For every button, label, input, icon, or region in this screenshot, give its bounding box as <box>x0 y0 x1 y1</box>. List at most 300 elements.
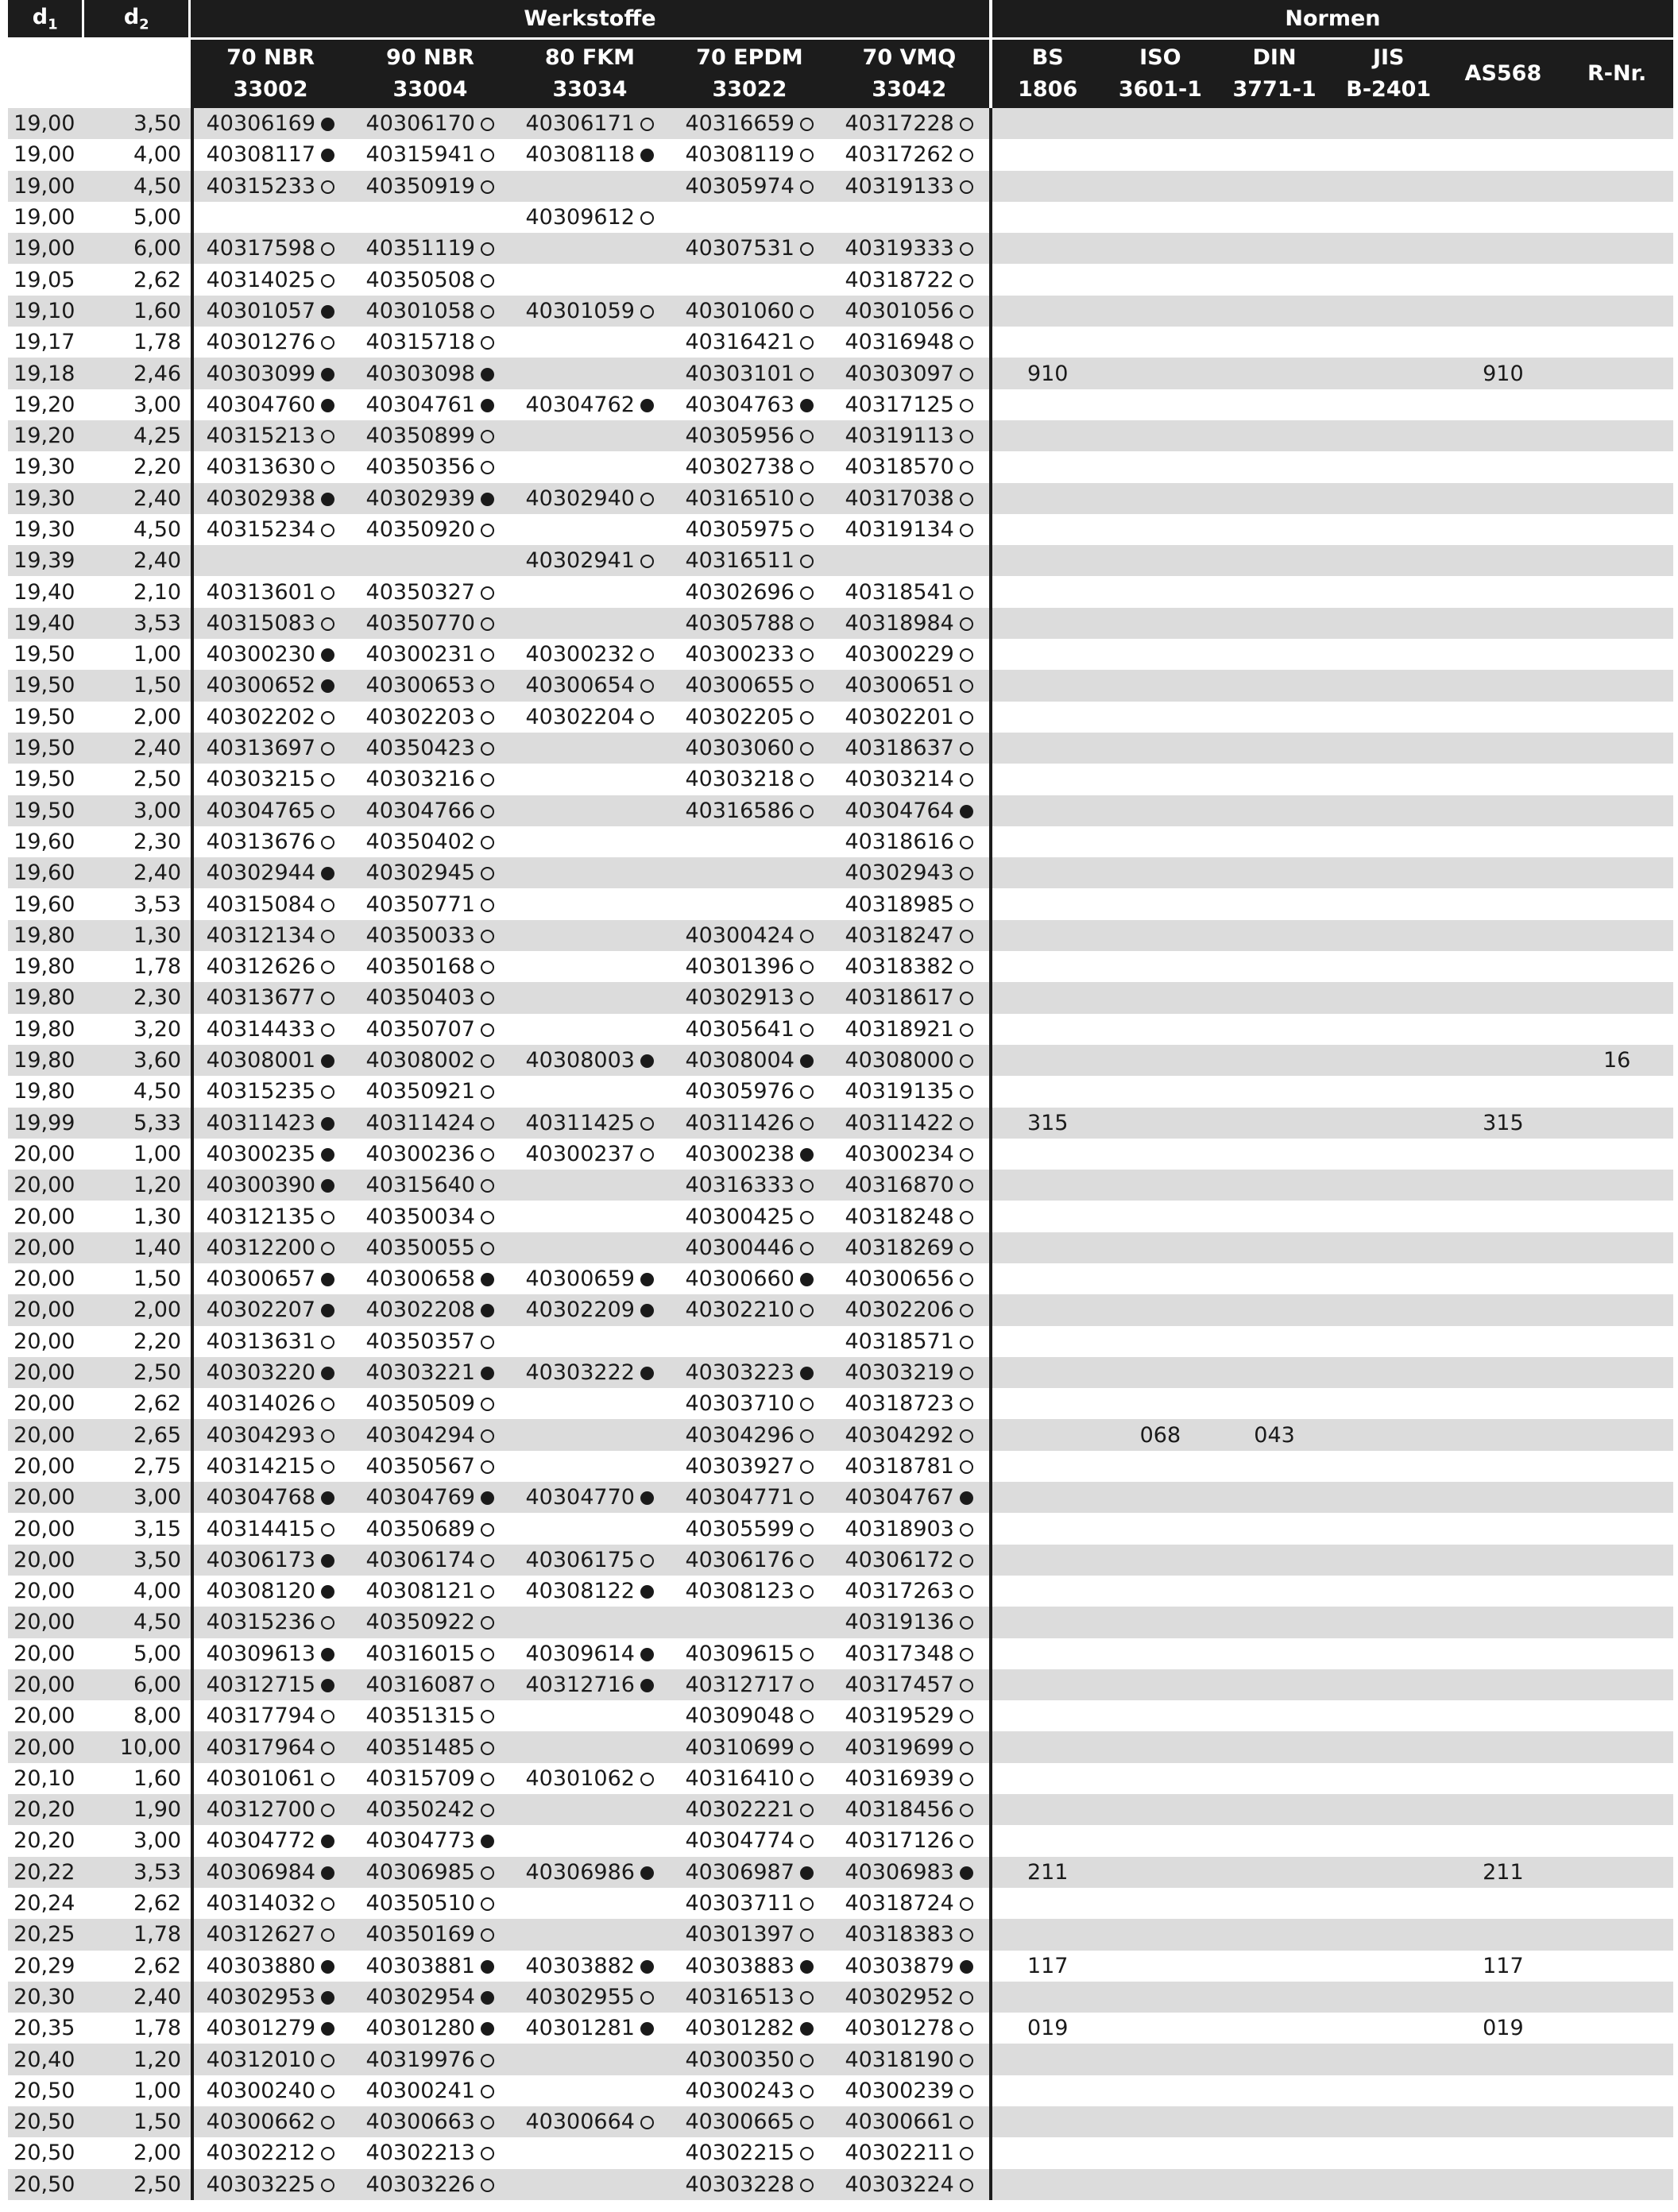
d1-cell: 20,40 <box>8 2044 84 2075</box>
open-dot-icon <box>800 617 814 631</box>
open-dot-icon <box>960 961 973 974</box>
open-dot-icon <box>321 1398 334 1411</box>
norm-cell <box>1446 1731 1561 1762</box>
material-cell <box>670 2075 829 2106</box>
filled-dot-icon <box>960 805 973 818</box>
material-cell <box>510 451 670 482</box>
article-number: 40314025 <box>206 267 316 292</box>
material-cell <box>350 2013 510 2044</box>
open-dot-icon <box>960 1398 973 1411</box>
material-cell <box>191 1794 350 1825</box>
article-number: 40315941 <box>365 142 475 168</box>
material-cell <box>510 1857 670 1888</box>
d2-cell: 2,50 <box>84 1357 191 1388</box>
norm-cell <box>1104 1731 1218 1762</box>
material-cell <box>191 888 350 919</box>
d2-cell: 1,50 <box>84 670 191 701</box>
article-number: 40304760 <box>206 392 316 417</box>
norm-cell <box>1217 764 1332 795</box>
d1-cell: 19,30 <box>8 451 84 482</box>
norm-cell <box>1560 1482 1673 1513</box>
open-dot-icon <box>481 742 494 756</box>
material-cell <box>829 1982 989 2013</box>
open-dot-icon <box>640 679 654 693</box>
norm-cell <box>1104 139 1218 170</box>
material-cell <box>670 1825 829 1856</box>
norm-cell <box>989 1794 1104 1825</box>
material-cell <box>670 389 829 420</box>
norm-cell <box>1446 483 1561 514</box>
d2-cell: 2,40 <box>84 545 191 576</box>
open-dot-icon <box>481 1211 494 1224</box>
table-row <box>8 1951 1673 1982</box>
norm-cell <box>1332 389 1446 420</box>
norm-cell <box>1560 1638 1673 1669</box>
material-cell <box>510 2169 670 2200</box>
filled-dot-icon <box>800 1866 814 1880</box>
open-dot-icon <box>800 555 814 568</box>
article-number: 40315640 <box>365 1173 475 1198</box>
table-row <box>8 795 1673 826</box>
norm-cell <box>1560 1919 1673 1950</box>
norm-cell <box>989 1607 1104 1638</box>
open-dot-icon <box>800 1742 814 1755</box>
article-number: 40300240 <box>206 2078 316 2103</box>
norm-cell <box>1332 1763 1446 1794</box>
material-cell <box>510 1232 670 1263</box>
norm-cell <box>989 2137 1104 2168</box>
article-number: 40300664 <box>525 2110 635 2135</box>
norm-cell <box>1560 1731 1673 1762</box>
open-dot-icon <box>960 1585 973 1599</box>
material-cell <box>829 1263 989 1294</box>
norm-cell <box>1104 857 1218 888</box>
norm-cell <box>1332 702 1446 733</box>
norm-cell <box>1104 1294 1218 1325</box>
norm-cell <box>1560 2013 1673 2044</box>
material-cell <box>191 2169 350 2200</box>
open-dot-icon <box>481 1710 494 1723</box>
table-row <box>8 2169 1673 2200</box>
open-dot-icon <box>321 836 334 849</box>
material-cell <box>350 733 510 764</box>
material-cell <box>829 1888 989 1919</box>
open-dot-icon <box>640 493 654 506</box>
open-dot-icon <box>321 336 334 350</box>
norm-cell <box>1104 483 1218 514</box>
norm-cell <box>989 826 1104 857</box>
table-row <box>8 951 1673 982</box>
material-cell <box>191 1825 350 1856</box>
material-cell <box>510 1607 670 1638</box>
norm-cell <box>1332 1357 1446 1388</box>
norm-cell <box>1104 1825 1218 1856</box>
norm-cell <box>1560 670 1673 701</box>
open-dot-icon <box>481 1616 494 1630</box>
open-dot-icon <box>960 1897 973 1911</box>
norm-cell <box>989 764 1104 795</box>
material-cell <box>670 1857 829 1888</box>
article-number: 40350034 <box>365 1204 475 1229</box>
material-cell <box>510 1357 670 1388</box>
d1-cell: 20,29 <box>8 1951 84 1982</box>
filled-dot-icon <box>640 399 654 412</box>
norm-cell <box>1332 733 1446 764</box>
open-dot-icon <box>321 930 334 943</box>
article-number: 40350402 <box>365 829 475 854</box>
article-number: 40306172 <box>845 1547 954 1572</box>
d1-cell: 20,50 <box>8 2075 84 2106</box>
open-dot-icon <box>800 1211 814 1224</box>
open-dot-icon <box>321 2085 334 2098</box>
norm-cell <box>1104 1357 1218 1388</box>
filled-dot-icon <box>481 1991 494 2005</box>
article-number: 40304770 <box>525 1485 635 1510</box>
table-row <box>8 2013 1673 2044</box>
article-number: 40300230 <box>206 642 316 667</box>
norm-cell: 211 <box>989 1857 1104 1888</box>
article-number: 40318382 <box>845 954 954 980</box>
norm-cell <box>1446 2106 1561 2137</box>
article-number: 40315233 <box>206 173 316 199</box>
open-dot-icon <box>800 524 814 537</box>
open-dot-icon <box>960 2022 973 2036</box>
open-dot-icon <box>481 1242 494 1255</box>
norm-cell <box>1560 1388 1673 1419</box>
d1-cell: 20,00 <box>8 1419 84 1450</box>
article-number: 40302205 <box>685 704 795 729</box>
material-cell <box>829 639 989 670</box>
article-number: 40304769 <box>365 1485 475 1510</box>
d2-cell: 1,00 <box>84 639 191 670</box>
article-number: 40303215 <box>206 767 316 792</box>
article-number: 40307531 <box>685 236 795 261</box>
open-dot-icon <box>321 992 334 1005</box>
table-row <box>8 1170 1673 1201</box>
material-cell <box>829 420 989 451</box>
d1-cell: 19,40 <box>8 576 84 607</box>
norm-cell <box>1217 1607 1332 1638</box>
article-number: 40316015 <box>365 1641 475 1666</box>
article-number: 40312626 <box>206 954 316 980</box>
material-cell <box>191 857 350 888</box>
open-dot-icon <box>321 2116 334 2129</box>
norm-cell <box>1332 982 1446 1013</box>
norm-cell <box>989 171 1104 202</box>
material-cell <box>510 1731 670 1762</box>
d1-cell: 20,00 <box>8 1294 84 1325</box>
open-dot-icon <box>321 1023 334 1037</box>
norm-cell <box>1217 264 1332 295</box>
d1-cell: 19,00 <box>8 139 84 170</box>
norm-cell <box>1104 982 1218 1013</box>
norm-cell <box>989 1513 1104 1544</box>
article-number: 40318903 <box>845 1516 954 1541</box>
article-number: 40305599 <box>685 1516 795 1541</box>
norm-cell <box>1332 1045 1446 1076</box>
open-dot-icon <box>800 1179 814 1193</box>
article-number: 40302939 <box>365 485 475 511</box>
material-cell <box>670 1638 829 1669</box>
open-dot-icon <box>481 336 494 350</box>
open-dot-icon <box>800 1928 814 1942</box>
article-number: 40312716 <box>525 1672 635 1697</box>
open-dot-icon <box>481 149 494 162</box>
norm-cell <box>1446 1263 1561 1294</box>
table-row <box>8 857 1673 888</box>
norm-cell <box>1332 1638 1446 1669</box>
open-dot-icon <box>800 742 814 756</box>
norm-cell <box>1332 1201 1446 1232</box>
filled-dot-icon <box>640 2022 654 2036</box>
article-number: 40302201 <box>845 704 954 729</box>
article-number: 40300656 <box>845 1266 954 1292</box>
open-dot-icon <box>481 805 494 818</box>
open-dot-icon <box>321 524 334 537</box>
d1-cell: 20,50 <box>8 2169 84 2200</box>
material-cell <box>829 2169 989 2200</box>
norm-cell <box>1446 1545 1561 1576</box>
norm-header-iso: ISO 3601-1 <box>1104 37 1218 108</box>
material-cell <box>829 764 989 795</box>
open-dot-icon <box>640 1117 654 1131</box>
open-dot-icon <box>481 430 494 443</box>
norm-cell <box>1560 1201 1673 1232</box>
material-cell <box>191 420 350 451</box>
open-dot-icon <box>960 180 973 194</box>
d2-cell: 1,78 <box>84 951 191 982</box>
norm-cell <box>1217 1232 1332 1263</box>
norm-cell <box>1217 982 1332 1013</box>
d2-cell: 3,15 <box>84 1513 191 1544</box>
material-cell <box>350 1170 510 1201</box>
d2-cell: 1,90 <box>84 1794 191 1825</box>
article-number: 40304773 <box>365 1828 475 1854</box>
filled-dot-icon <box>800 399 814 412</box>
article-number: 40317126 <box>845 1828 954 1854</box>
norm-cell <box>1446 1700 1561 1731</box>
open-dot-icon <box>800 586 814 600</box>
article-number: 40311422 <box>845 1110 954 1135</box>
norm-cell <box>1446 1294 1561 1325</box>
open-dot-icon <box>960 1679 973 1692</box>
material-cell <box>829 1388 989 1419</box>
article-number: 40314215 <box>206 1453 316 1479</box>
norm-cell <box>1104 1014 1218 1045</box>
article-number: 40300662 <box>206 2110 316 2135</box>
norm-cell <box>1560 2137 1673 2168</box>
open-dot-icon <box>481 180 494 194</box>
d1-cell: 19,40 <box>8 608 84 639</box>
d2-cell: 5,00 <box>84 202 191 233</box>
material-cell <box>350 857 510 888</box>
article-number: 40303223 <box>685 1360 795 1386</box>
norm-cell <box>1332 2044 1446 2075</box>
norm-cell <box>1332 1825 1446 1856</box>
d1-cell: 19,60 <box>8 888 84 919</box>
norm-cell <box>1104 264 1218 295</box>
norm-cell: 910 <box>989 358 1104 389</box>
material-cell <box>191 795 350 826</box>
article-number: 40318248 <box>845 1204 954 1229</box>
norm-cell <box>1560 1763 1673 1794</box>
table-row <box>8 1451 1673 1482</box>
norm-cell <box>1104 920 1218 951</box>
norm-cell <box>1217 1482 1332 1513</box>
norm-cell <box>1104 2106 1218 2137</box>
material-cell <box>670 2044 829 2075</box>
material-cell <box>829 139 989 170</box>
open-dot-icon <box>960 118 973 131</box>
norm-cell <box>1332 608 1446 639</box>
open-dot-icon <box>321 1710 334 1723</box>
material-cell <box>191 202 350 233</box>
norm-cell <box>1217 139 1332 170</box>
material-cell <box>350 389 510 420</box>
open-dot-icon <box>800 1429 814 1443</box>
article-number: 40302913 <box>685 985 795 1011</box>
norm-cell <box>1446 2044 1561 2075</box>
norm-cell <box>1104 1857 1218 1888</box>
d1-cell: 20,25 <box>8 1919 84 1950</box>
norm-cell <box>1217 826 1332 857</box>
open-dot-icon <box>321 1742 334 1755</box>
material-cell <box>670 296 829 327</box>
open-dot-icon <box>960 1616 973 1630</box>
material-cell <box>350 327 510 358</box>
material-cell <box>510 2137 670 2168</box>
material-cell <box>350 202 510 233</box>
norm-cell <box>1104 1919 1218 1950</box>
norm-cell <box>1332 1576 1446 1607</box>
norm-cell <box>1446 420 1561 451</box>
table-row <box>8 1232 1673 1263</box>
norm-cell <box>1104 1076 1218 1107</box>
norm-cell <box>989 1201 1104 1232</box>
norm-cell <box>1560 1888 1673 1919</box>
open-dot-icon <box>800 1398 814 1411</box>
open-dot-icon <box>321 1804 334 1817</box>
material-cell <box>350 1357 510 1388</box>
filled-dot-icon <box>800 2022 814 2036</box>
norm-cell <box>1104 1170 1218 1201</box>
open-dot-icon <box>960 1054 973 1068</box>
d1-cell: 19,50 <box>8 702 84 733</box>
d1-cell: 20,00 <box>8 1451 84 1482</box>
open-dot-icon <box>960 679 973 693</box>
norm-cell <box>1217 233 1332 264</box>
norm-cell <box>1104 639 1218 670</box>
norm-cell <box>1332 1794 1446 1825</box>
o-ring-table <box>8 0 1673 2200</box>
article-number: 40350055 <box>365 1235 475 1260</box>
open-dot-icon <box>800 961 814 974</box>
article-number: 40301062 <box>525 1765 635 1791</box>
norm-cell <box>1332 1731 1446 1762</box>
norm-cell <box>989 608 1104 639</box>
material-cell <box>191 1545 350 1576</box>
norm-cell <box>1217 733 1332 764</box>
norm-cell <box>1217 1263 1332 1294</box>
norm-cell <box>1560 982 1673 1013</box>
norm-cell <box>1332 1545 1446 1576</box>
open-dot-icon <box>960 899 973 912</box>
open-dot-icon <box>960 368 973 381</box>
d2-cell: 4,50 <box>84 1607 191 1638</box>
material-cell <box>350 1388 510 1419</box>
norm-cell <box>1104 1700 1218 1731</box>
article-number: 40304764 <box>845 798 954 823</box>
material-cell <box>829 1794 989 1825</box>
header-row-groups <box>8 0 1673 37</box>
material-cell <box>191 1419 350 1450</box>
norm-cell <box>1332 951 1446 982</box>
d1-cell: 19,50 <box>8 733 84 764</box>
open-dot-icon <box>481 992 494 1005</box>
article-number: 40302940 <box>525 485 635 511</box>
norm-cell <box>1217 108 1332 139</box>
norm-cell <box>989 2169 1104 2200</box>
norm-cell <box>1104 202 1218 233</box>
norm-cell <box>989 670 1104 701</box>
material-cell <box>670 1108 829 1139</box>
article-number: 40301397 <box>685 1922 795 1947</box>
open-dot-icon <box>800 242 814 256</box>
norm-cell <box>1446 1763 1561 1794</box>
norm-cell <box>1332 1076 1446 1107</box>
norm-cell <box>1217 857 1332 888</box>
material-cell <box>191 764 350 795</box>
open-dot-icon <box>960 430 973 443</box>
open-dot-icon <box>960 992 973 1005</box>
open-dot-icon <box>800 773 814 787</box>
filled-dot-icon <box>481 1367 494 1380</box>
material-cell <box>191 483 350 514</box>
d1-cell: 20,00 <box>8 1638 84 1669</box>
d2-cell: 1,00 <box>84 1139 191 1170</box>
norm-cell <box>1446 1045 1561 1076</box>
table-row <box>8 327 1673 358</box>
material-cell <box>829 327 989 358</box>
norm-cell <box>1560 1263 1673 1294</box>
material-cell <box>670 951 829 982</box>
article-number: 40300231 <box>365 642 475 667</box>
norm-cell <box>1446 171 1561 202</box>
article-number: 40300237 <box>525 1141 635 1166</box>
article-number: 40318269 <box>845 1235 954 1260</box>
open-dot-icon <box>960 1085 973 1099</box>
norm-cell <box>989 1982 1104 2013</box>
material-cell <box>510 1326 670 1357</box>
table-row <box>8 764 1673 795</box>
norm-cell <box>1332 108 1446 139</box>
norm-cell <box>1217 1825 1332 1856</box>
norm-cell <box>1332 1888 1446 1919</box>
norm-cell <box>1560 1576 1673 1607</box>
open-dot-icon <box>481 1523 494 1537</box>
d2-cell: 3,20 <box>84 1014 191 1045</box>
material-cell <box>350 2137 510 2168</box>
material-cell <box>829 1700 989 1731</box>
d1-cell: 19,50 <box>8 639 84 670</box>
open-dot-icon <box>800 461 814 474</box>
open-dot-icon <box>800 992 814 1005</box>
d1-cell: 20,00 <box>8 1545 84 1576</box>
article-number: 40315084 <box>206 891 316 917</box>
norm-cell <box>1217 2106 1332 2137</box>
d1-cell: 19,50 <box>8 670 84 701</box>
norm-cell <box>1446 670 1561 701</box>
